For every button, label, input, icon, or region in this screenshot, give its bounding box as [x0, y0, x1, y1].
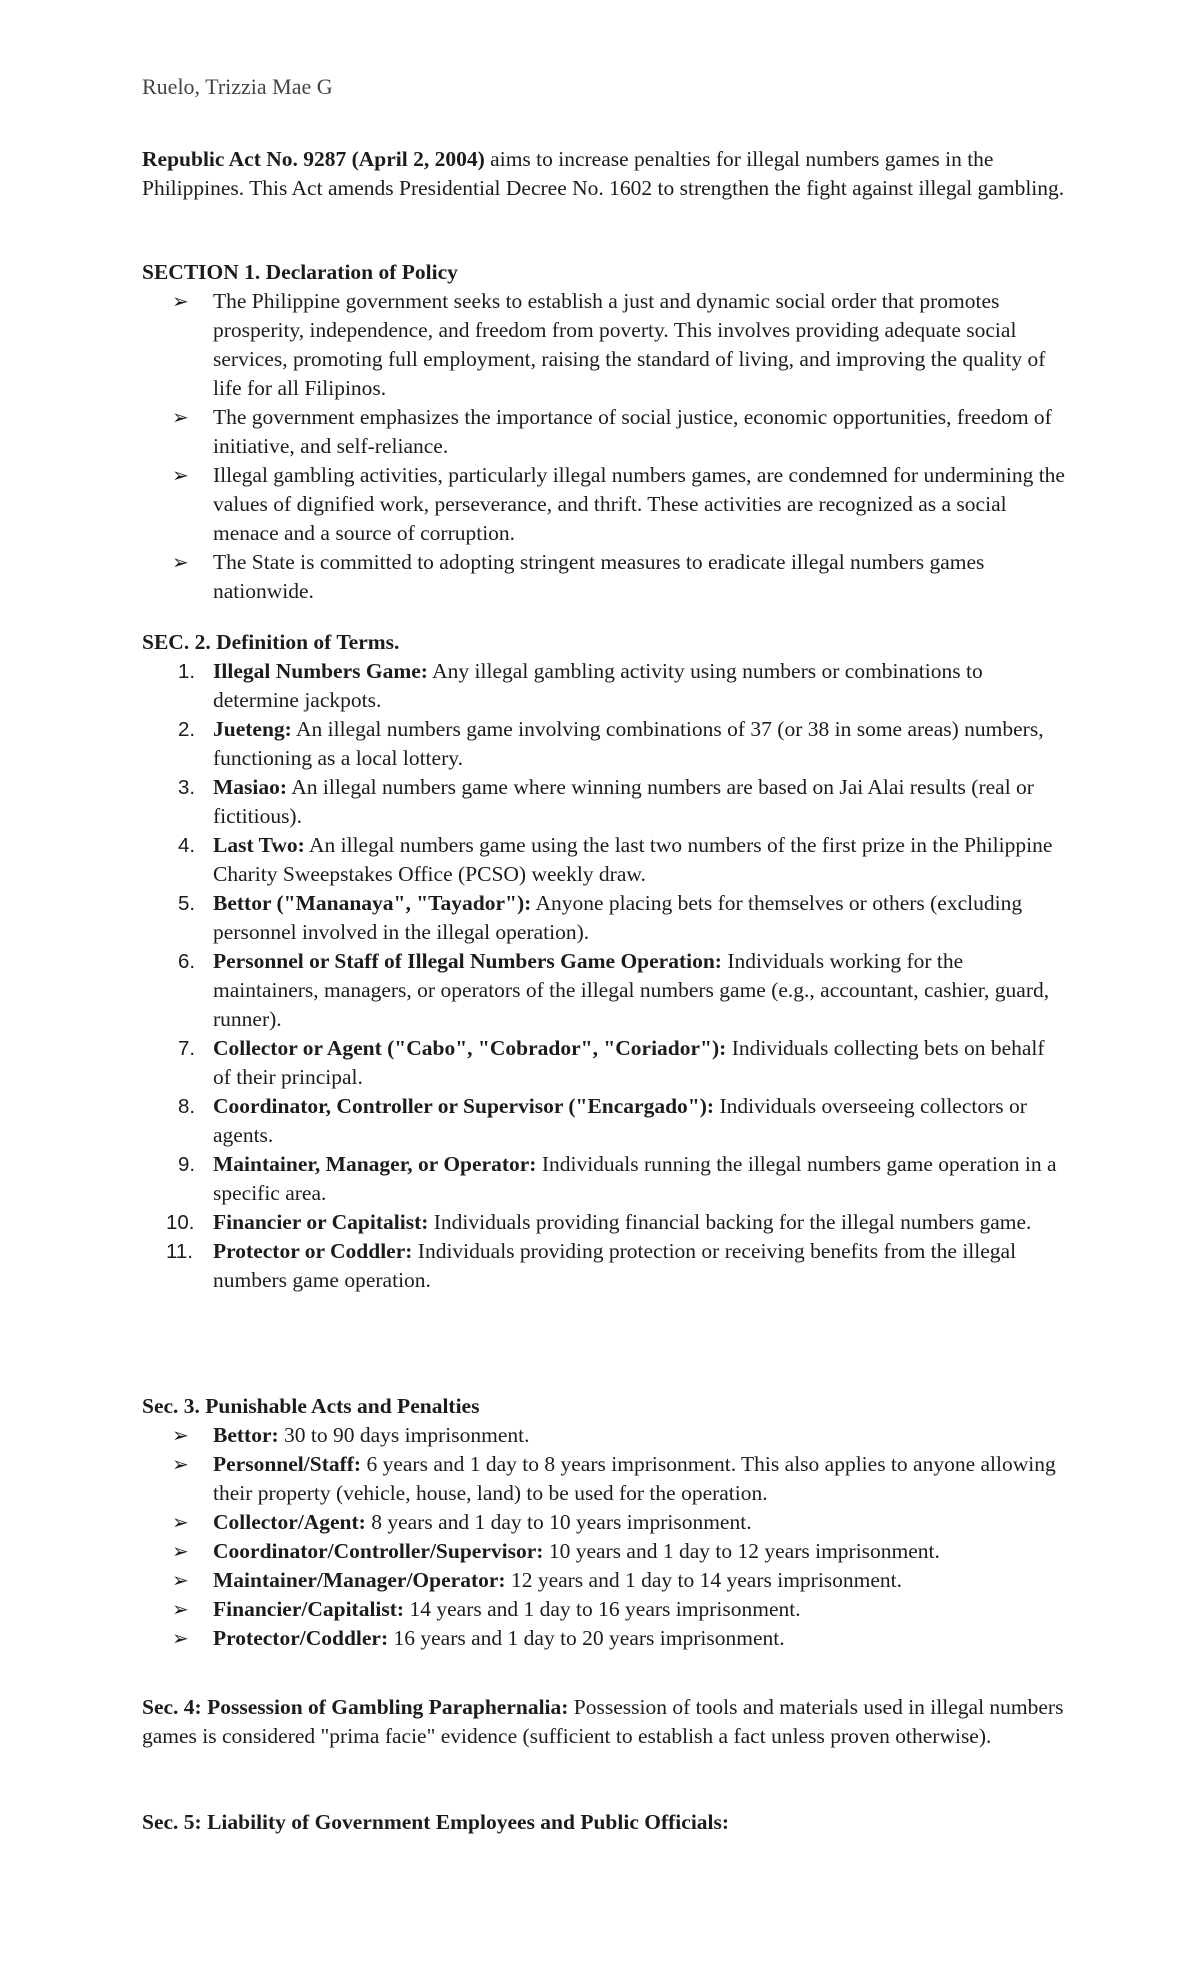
- act-title: Republic Act No. 9287 (April 2, 2004): [142, 147, 485, 171]
- list-item: ➢ Protector/Coddler: 16 years and 1 day to 20 years imprisonment.: [142, 1624, 1067, 1653]
- section-1: [142, 258, 1067, 606]
- arrow-bullet-icon: ➢: [172, 405, 189, 429]
- list-item: ➢ Illegal gambling activities, particularly illegal numbers games, are condemned for undermining the values of dignified work, perseverance, and thrift. These activities are recognized as a social menace and a source of corruption.: [172, 463, 1065, 545]
- section-2-heading: SEC. 2. Definition of Terms.: [142, 630, 400, 654]
- list-item: 1. Illegal Numbers Game: Any illegal gambling activity using numbers or combinations to determine jackpots.: [178, 659, 983, 712]
- section-3: [142, 1392, 1067, 1653]
- arrow-bullet-icon: ➢: [172, 550, 189, 574]
- arrow-bullet-icon: ➢: [172, 1452, 189, 1476]
- list-item: 8. Coordinator, Controller or Supervisor ("Encargado"): Individuals overseeing collectors or agents.: [178, 1094, 1027, 1147]
- section-4-text: Possession of tools and materials used in illegal numbers games is considered "prima facie" evidence (sufficient to establish a fact unless proven otherwise).: [142, 1695, 1064, 1748]
- arrow-bullet-icon: ➢: [172, 1510, 189, 1534]
- intro-text: aims to increase penalties for illegal numbers games in the Philippines. This Act amends Presidential Decree No. 1602 to strengthen the fight against illegal gambling.: [142, 147, 1065, 200]
- arrow-bullet-icon: ➢: [172, 1568, 189, 1592]
- list-item: 7. Collector or Agent ("Cabo", "Cobrador", "Coriador"): Individuals collecting bets on behalf of their principal.: [178, 1036, 1045, 1089]
- list-item: ➢ The Philippine government seeks to establish a just and dynamic social order that promotes prosperity, independence, and freedom from poverty. This involves providing adequate social services, promoting full employment, raising the standard of living, and improving the quality of life for all Filipinos.: [172, 289, 1046, 400]
- list-item: ➢ Personnel/Staff: 6 years and 1 day to 8 years imprisonment. This also applies to anyone allowing their property (vehicle, house, land) to be used for the operation.: [172, 1452, 1056, 1505]
- section-1-heading: SECTION 1. Declaration of Policy: [142, 260, 458, 284]
- arrow-bullet-icon: ➢: [172, 1626, 189, 1650]
- section-2: [142, 628, 1067, 1295]
- list-item: ➢ Collector/Agent: 8 years and 1 day to 10 years imprisonment.: [142, 1508, 1067, 1537]
- list-item: 10. Financier or Capitalist: Individuals providing financial backing for the illegal numbers game.: [166, 1210, 1032, 1234]
- list-item: 4. Last Two: An illegal numbers game using the last two numbers of the first prize in the Philippine Charity Sweepstakes Office (PCSO) weekly draw.: [178, 833, 1053, 886]
- list-item: 2. Jueteng: An illegal numbers game involving combinations of 37 (or 38 in some areas) numbers, functioning as a local lottery.: [178, 717, 1044, 770]
- list-item: 6. Personnel or Staff of Illegal Numbers Game Operation: Individuals working for the maintainers, managers, or operators of the illegal numbers game (e.g., accountant, cashier, guard, runner).: [178, 949, 1050, 1031]
- section-5-heading: Sec. 5: Liability of Government Employees and Public Officials:: [142, 1810, 730, 1834]
- section-4: [142, 1693, 1067, 1751]
- penalties-list: [142, 1421, 1067, 1653]
- intro-paragraph: [142, 145, 1067, 203]
- list-item: ➢ Financier/Capitalist: 14 years and 1 day to 16 years imprisonment.: [142, 1595, 1067, 1624]
- arrow-bullet-icon: ➢: [172, 1423, 189, 1447]
- section-4-heading: Sec. 4: Possession of Gambling Paraphernalia:: [142, 1695, 569, 1719]
- list-item: ➢ The State is committed to adopting stringent measures to eradicate illegal numbers games nationwide.: [172, 550, 985, 603]
- arrow-bullet-icon: ➢: [172, 463, 189, 487]
- list-item: 5. Bettor ("Mananaya", "Tayador"): Anyone placing bets for themselves or others (excluding personnel involved in the illegal operation).: [178, 891, 1023, 944]
- policy-list: [142, 287, 1067, 606]
- list-item: 3. Masiao: An illegal numbers game where winning numbers are based on Jai Alai results (real or fictitious).: [178, 775, 1034, 828]
- list-item: ➢ Maintainer/Manager/Operator: 12 years and 1 day to 14 years imprisonment.: [142, 1566, 1067, 1595]
- section-3-heading: Sec. 3. Punishable Acts and Penalties: [142, 1394, 480, 1418]
- arrow-bullet-icon: ➢: [172, 1597, 189, 1621]
- list-item: ➢ Coordinator/Controller/Supervisor: 10 years and 1 day to 12 years imprisonment.: [142, 1537, 1067, 1566]
- arrow-bullet-icon: ➢: [172, 1539, 189, 1563]
- list-item: 9. Maintainer, Manager, or Operator: Individuals running the illegal numbers game operation in a specific area.: [178, 1152, 1057, 1205]
- list-item: ➢ Bettor: 30 to 90 days imprisonment.: [142, 1421, 1067, 1450]
- arrow-bullet-icon: ➢: [172, 289, 189, 313]
- list-item: 11. Protector or Coddler: Individuals providing protection or receiving benefits from the illegal numbers game operation.: [166, 1239, 1017, 1292]
- definitions-list: [142, 657, 1067, 1295]
- list-item: ➢ The government emphasizes the importance of social justice, economic opportunities, freedom of initiative, and self-reliance.: [172, 405, 1052, 458]
- author-name: Ruelo, Trizzia Mae G: [142, 74, 333, 99]
